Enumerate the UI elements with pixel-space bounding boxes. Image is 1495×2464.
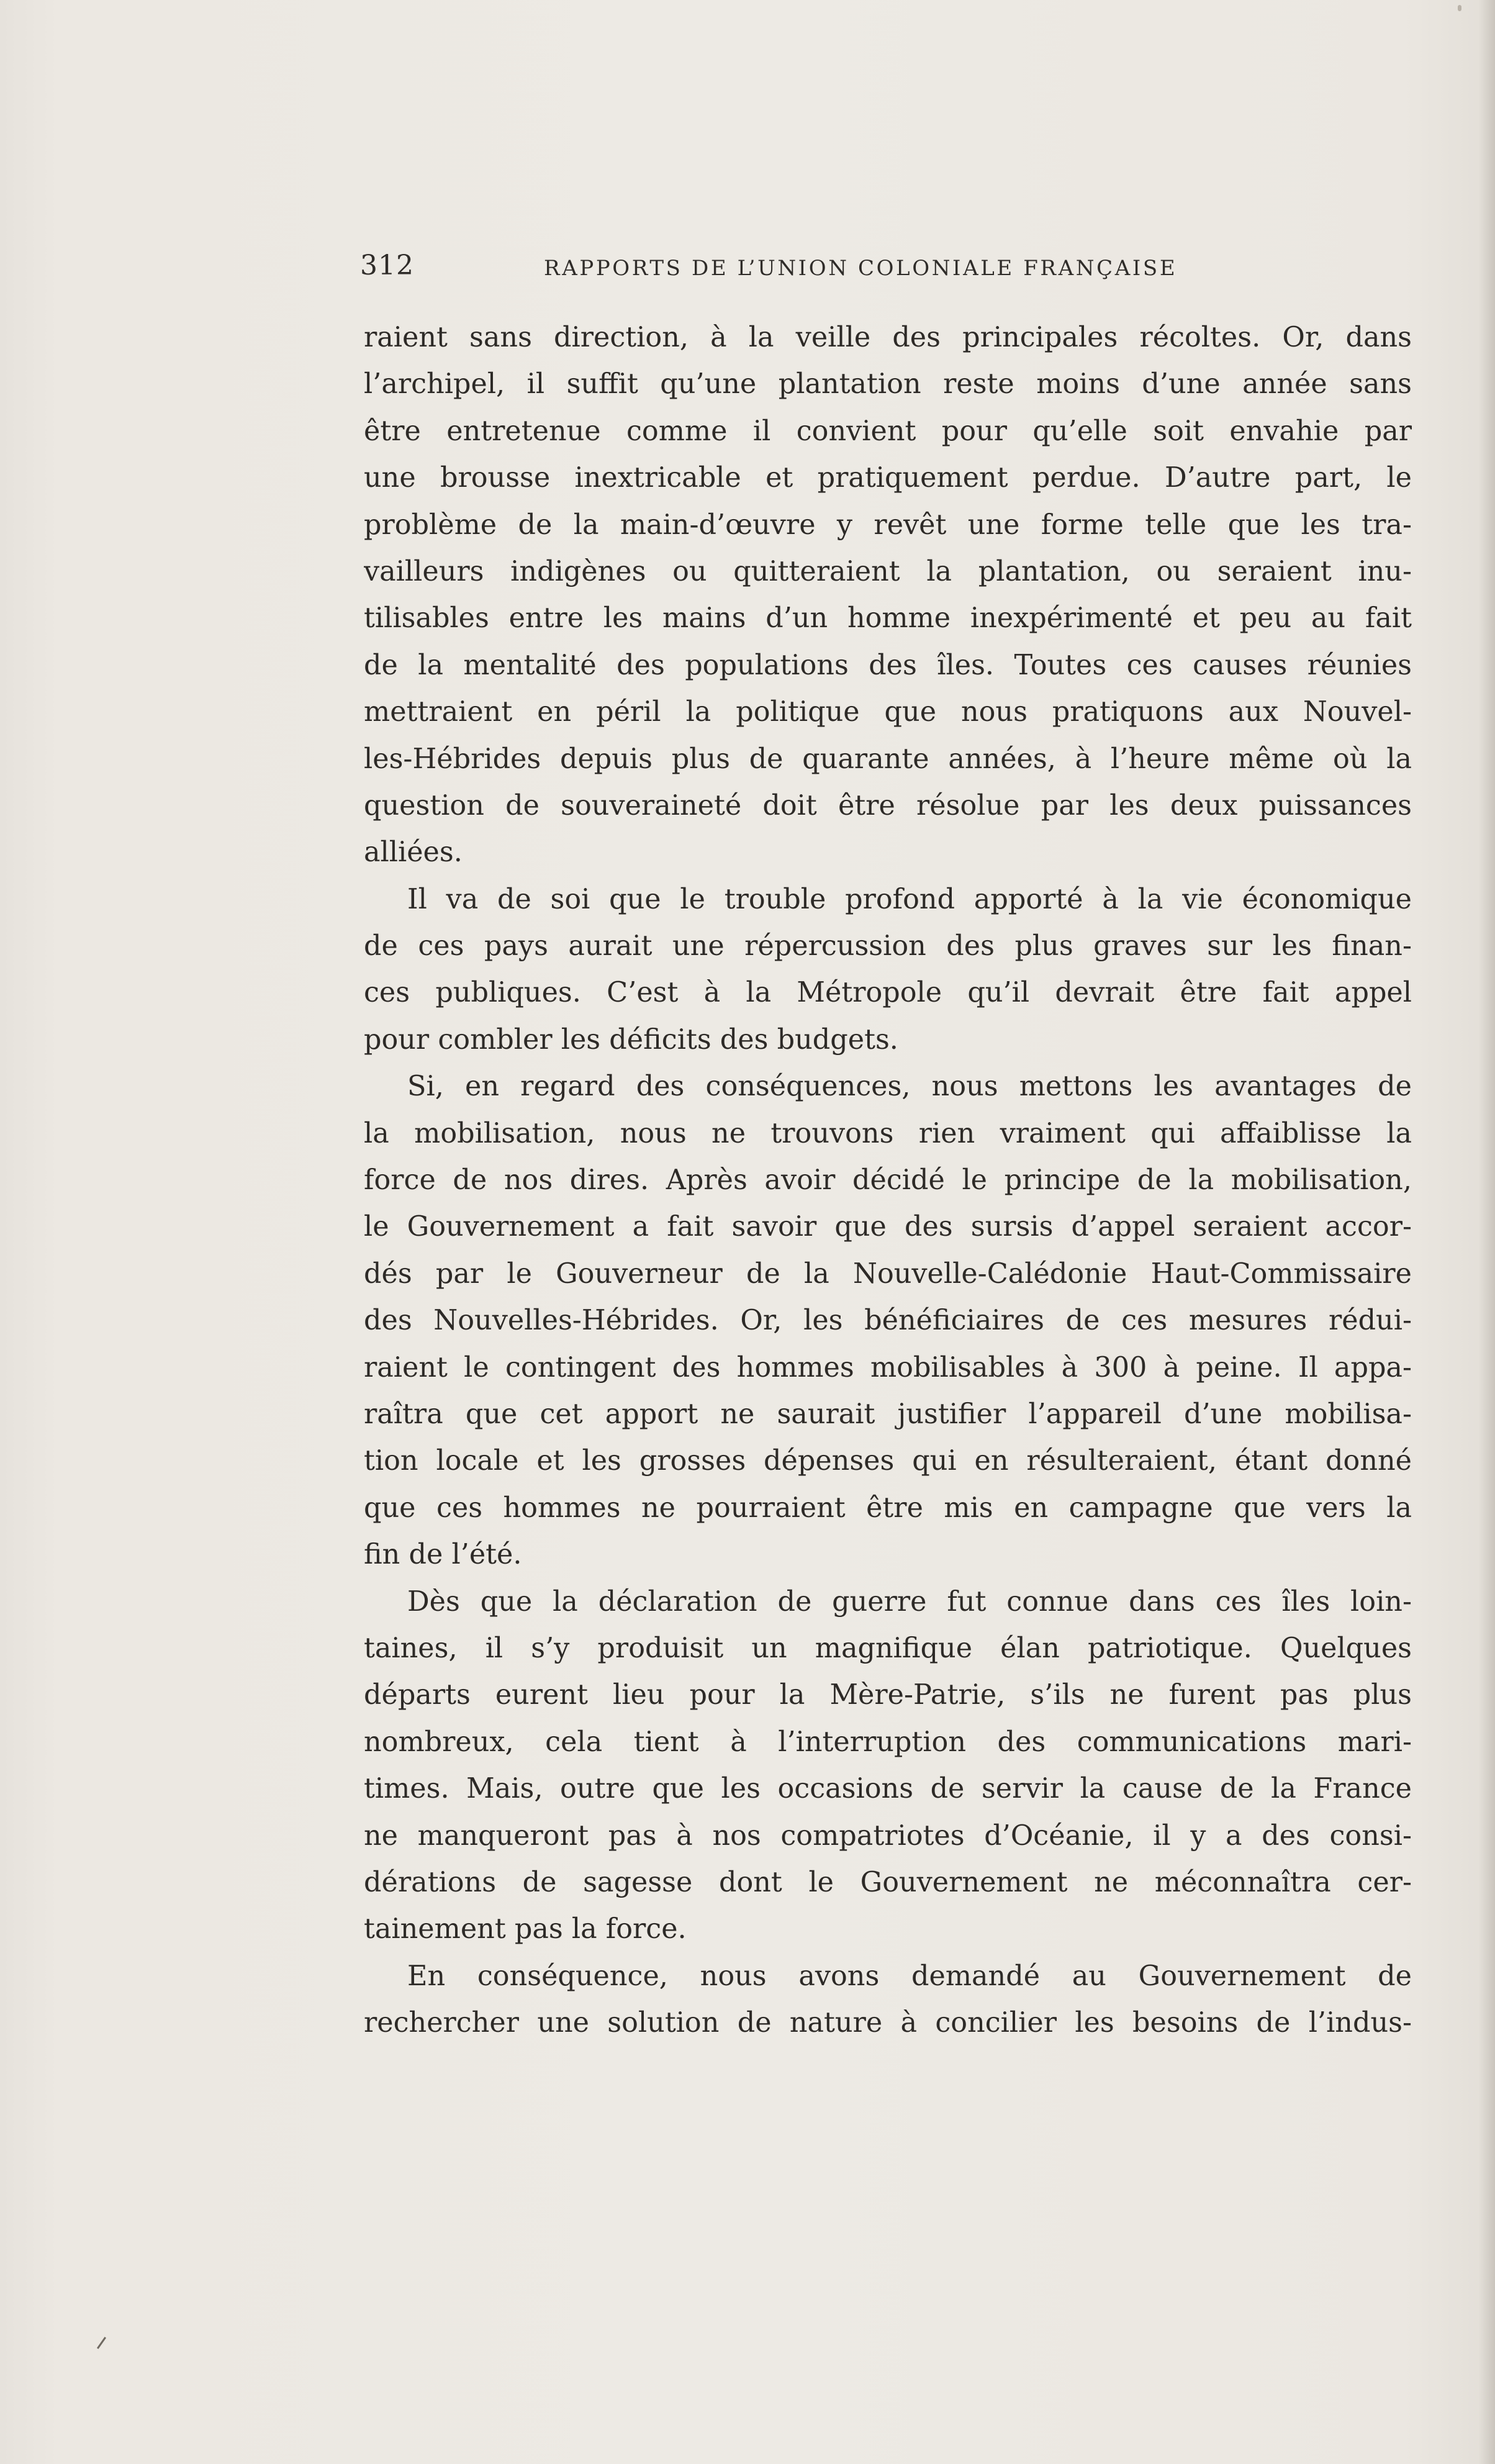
text-line: ces publiques. C’est à la Métropole qu’il devrait être fait appel [364, 977, 1412, 1009]
page-edge-shadow [1479, 0, 1495, 2464]
text-line: question de souveraineté doit être résolue par les deux puissances [364, 789, 1412, 822]
text-line: des Nouvelles-Hébrides. Or, les bénéficiaires de ces mesures rédui- [364, 1305, 1412, 1337]
text-line: le Gouvernement a fait savoir que des sursis d’appel seraient accor- [364, 1211, 1412, 1243]
body-text [364, 314, 1412, 2046]
text-line: fin de l’été. [364, 1539, 522, 1571]
running-title: RAPPORTS DE L’UNION COLONIALE FRANÇAISE [544, 256, 1178, 281]
text-line: une brousse inextricable et pratiquement perdue. D’autre part, le [364, 462, 1412, 494]
page-number: 312 [360, 250, 414, 281]
text-line: être entretenue comme il convient pour qu’elle soit envahie par [364, 415, 1412, 447]
text-line: Si, en regard des conséquences, nous mettons les avantages de [407, 1071, 1412, 1103]
text-line: taines, il s’y produisit un magnifique élan patriotique. Quelques [364, 1632, 1412, 1664]
text-line: tion locale et les grosses dépenses qui en résulteraient, étant donné [364, 1445, 1412, 1477]
text-line: raient sans direction, à la veille des principales récoltes. Or, dans [364, 322, 1412, 353]
text-line: de ces pays aurait une répercussion des plus graves sur les finan- [364, 930, 1412, 962]
text-line: l’archipel, il suffit qu’une plantation reste moins d’une année sans [364, 368, 1412, 401]
text-line: dérations de sagesse dont le Gouvernement ne méconnaîtra cer- [364, 1866, 1412, 1898]
text-line: Il va de soi que le trouble profond apporté à la vie économique [407, 883, 1412, 915]
stray-mark-top [1458, 5, 1461, 11]
stray-mark-bottom [97, 2337, 106, 2349]
text-line: times. Mais, outre que les occasions de servir la cause de la France [364, 1773, 1412, 1805]
text-line: pour combler les déficits des budgets. [364, 1023, 898, 1056]
text-line: dés par le Gouverneur de la Nouvelle-Calédonie Haut-Commissaire [364, 1257, 1412, 1290]
text-line: départs eurent lieu pour la Mère-Patrie, s’ils ne furent pas plus [364, 1679, 1412, 1711]
text-line: de la mentalité des populations des îles. Toutes ces causes réunies [364, 649, 1412, 681]
text-line: rechercher une solution de nature à concilier les besoins de l’indus- [364, 2007, 1412, 2039]
text-line: ne manqueront pas à nos compatriotes d’Océanie, il y a des consi- [364, 1819, 1412, 1852]
text-line: nombreux, cela tient à l’interruption des communications mari- [364, 1726, 1412, 1758]
text-line: que ces hommes ne pourraient être mis en campagne que vers la [364, 1492, 1412, 1524]
text-line: mettraient en péril la politique que nous pratiquons aux Nouvel- [364, 696, 1412, 728]
text-line: les-Hébrides depuis plus de quarante années, à l’heure même où la [364, 743, 1412, 775]
text-line: la mobilisation, nous ne trouvons rien vraiment qui affaiblisse la [364, 1117, 1412, 1149]
page-header [360, 250, 1416, 293]
text-line: Dès que la déclaration de guerre fut connue dans ces îles loin- [407, 1585, 1412, 1618]
text-line: alliées. [364, 836, 463, 869]
text-line: force de nos dires. Après avoir décidé le principe de la mobilisation, [364, 1164, 1412, 1197]
text-line: problème de la main-d’œuvre y revêt une forme telle que les tra- [364, 509, 1412, 541]
text-line: En conséquence, nous avons demandé au Gouvernement de [407, 1960, 1412, 1992]
text-line: raîtra que cet apport ne saurait justifier l’appareil d’une mobilisa- [364, 1398, 1412, 1430]
text-line: tainement pas la force. [364, 1913, 687, 1945]
text-line: raient le contingent des hommes mobilisables à 300 à peine. Il appa- [364, 1351, 1412, 1384]
text-line: tilisables entre les mains d’un homme inexpérimenté et peu au fait [364, 602, 1412, 635]
text-line: vailleurs indigènes ou quitteraient la plantation, ou seraient inu- [364, 555, 1412, 587]
